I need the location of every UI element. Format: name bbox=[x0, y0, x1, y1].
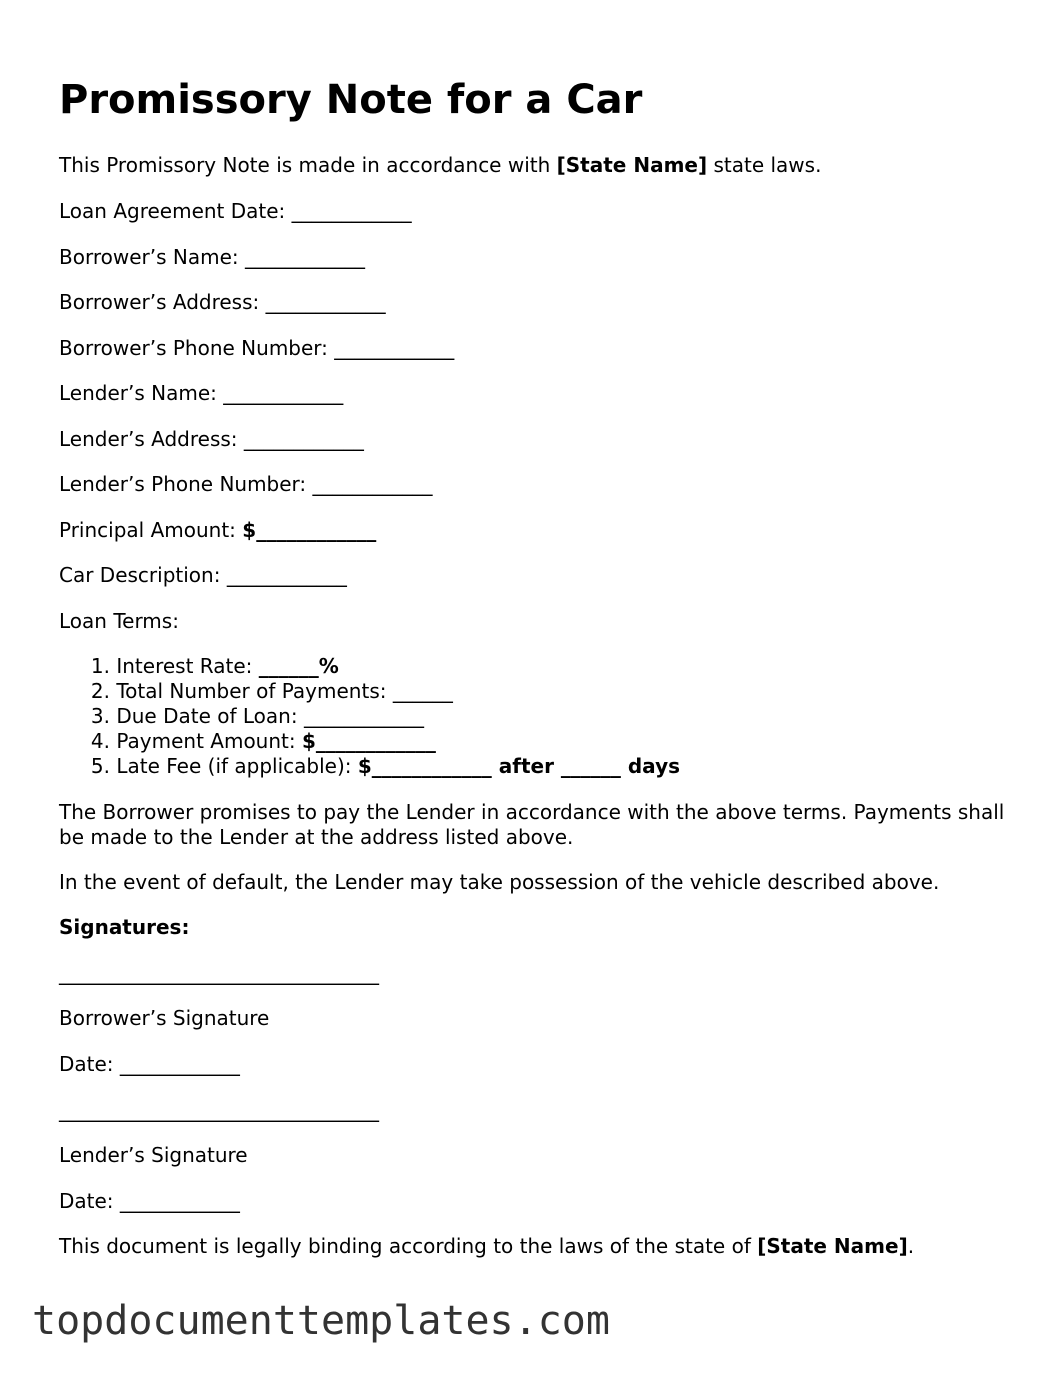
loan-term-label: Interest Rate: bbox=[116, 654, 253, 678]
list-number: 3. bbox=[90, 704, 110, 728]
loan-term-label: Due Date of Loan: bbox=[116, 704, 298, 728]
field-blank: ____________ bbox=[291, 199, 412, 223]
borrower-signature-line: ________________________________ bbox=[59, 961, 379, 985]
borrower-signature-label: Borrower’s Signature bbox=[59, 1006, 270, 1030]
loan-term-item bbox=[59, 729, 680, 754]
date-blank: ____________ bbox=[119, 1189, 240, 1213]
loan-term-label: Payment Amount: bbox=[116, 729, 296, 753]
loan-term-label: Total Number of Payments: bbox=[116, 679, 387, 703]
closing-suffix: . bbox=[907, 1234, 915, 1258]
watermark-text: topdocumenttemplates.com bbox=[32, 1298, 610, 1344]
date-blank: ____________ bbox=[119, 1052, 240, 1076]
field-loan-agreement-date bbox=[59, 199, 412, 224]
field-blank: ____________ bbox=[312, 472, 433, 496]
date-label: Date: bbox=[59, 1189, 114, 1213]
field-lender-address bbox=[59, 427, 364, 452]
intro-prefix: This Promissory Note is made in accordance with bbox=[59, 153, 557, 177]
loan-term-value: ____________ bbox=[303, 704, 424, 728]
list-number: 2. bbox=[90, 679, 110, 703]
field-label: Lender’s Name: bbox=[59, 381, 217, 405]
loan-term-value: ______% bbox=[258, 654, 339, 678]
list-number: 4. bbox=[90, 729, 110, 753]
field-car-description bbox=[59, 563, 347, 588]
list-number: 1. bbox=[90, 654, 110, 678]
field-label: Borrower’s Name: bbox=[59, 245, 239, 269]
closing-state-placeholder: [State Name] bbox=[757, 1234, 908, 1258]
closing-prefix: This document is legally binding according to the laws of the state of bbox=[59, 1234, 758, 1258]
field-borrower-phone bbox=[59, 336, 454, 361]
signatures-heading bbox=[59, 915, 189, 940]
borrower-date-field bbox=[59, 1052, 240, 1077]
field-lender-phone bbox=[59, 472, 433, 497]
closing-paragraph bbox=[59, 1234, 914, 1259]
field-label: Principal Amount: bbox=[59, 518, 236, 542]
field-label: Car Description: bbox=[59, 563, 221, 587]
field-borrower-address bbox=[59, 290, 386, 315]
field-label: Loan Agreement Date: bbox=[59, 199, 286, 223]
field-lender-name bbox=[59, 381, 343, 406]
document-title: Promissory Note for a Car bbox=[59, 77, 643, 123]
default-clause: In the event of default, the Lender may take possession of the vehicle described above. bbox=[59, 870, 940, 894]
list-number: 5. bbox=[90, 754, 110, 778]
signatures-heading-text: Signatures: bbox=[59, 915, 190, 939]
lender-date-field bbox=[59, 1189, 240, 1214]
loan-term-item bbox=[59, 704, 680, 729]
loan-term-value: $____________ after ______ days bbox=[357, 754, 681, 778]
promise-paragraph: The Borrower promises to pay the Lender in accordance with the above terms. Payments shall be made to the Lender at the address listed above. bbox=[59, 800, 1005, 849]
loan-terms-list bbox=[59, 654, 680, 779]
intro-paragraph bbox=[59, 153, 821, 178]
loan-term-item bbox=[59, 679, 680, 704]
lender-signature-line: ________________________________ bbox=[59, 1098, 379, 1122]
field-borrower-name bbox=[59, 245, 365, 270]
loan-term-item bbox=[59, 754, 680, 779]
field-label: Lender’s Address: bbox=[59, 427, 238, 451]
loan-term-item bbox=[59, 654, 680, 679]
field-label: Lender’s Phone Number: bbox=[59, 472, 307, 496]
date-label: Date: bbox=[59, 1052, 114, 1076]
intro-state-placeholder: [State Name] bbox=[556, 153, 708, 177]
loan-term-value: ______ bbox=[392, 679, 453, 703]
lender-signature-label: Lender’s Signature bbox=[59, 1143, 248, 1167]
field-blank: ____________ bbox=[223, 381, 344, 405]
loan-terms-heading: Loan Terms: bbox=[59, 609, 179, 633]
field-principal-amount bbox=[59, 518, 376, 543]
field-blank: $____________ bbox=[242, 518, 377, 542]
intro-suffix: state laws. bbox=[707, 153, 822, 177]
loan-term-value: $____________ bbox=[301, 729, 436, 753]
field-label: Borrower’s Address: bbox=[59, 290, 260, 314]
field-blank: ____________ bbox=[243, 427, 364, 451]
field-blank: ____________ bbox=[334, 336, 455, 360]
field-blank: ____________ bbox=[265, 290, 386, 314]
field-blank: ____________ bbox=[244, 245, 365, 269]
field-label: Borrower’s Phone Number: bbox=[59, 336, 328, 360]
loan-term-label: Late Fee (if applicable): bbox=[116, 754, 352, 778]
field-blank: ____________ bbox=[226, 563, 347, 587]
